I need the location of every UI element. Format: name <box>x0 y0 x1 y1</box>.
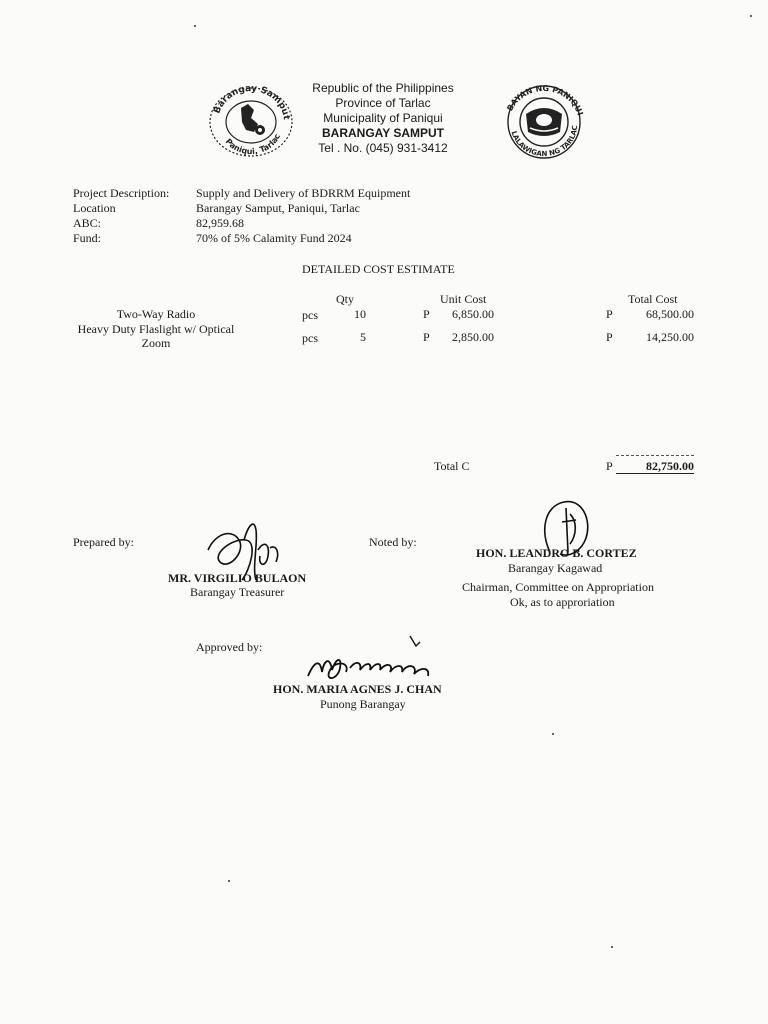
col-header-unit-cost: Unit Cost <box>440 292 487 306</box>
letterhead-line-1: Republic of the Philippines <box>312 81 454 95</box>
item-total: 14,250.00 <box>646 330 694 344</box>
svg-text:BAYAN NG PANIQUI: BAYAN NG PANIQUI <box>505 84 585 117</box>
item-name <box>73 322 239 350</box>
scan-speck <box>552 733 554 735</box>
item-unit: pcs <box>302 308 318 322</box>
item-qty: 5 <box>360 330 366 344</box>
noted-by-title: Barangay Kagawad <box>508 561 603 575</box>
item-unit-cost: 2,850.00 <box>452 330 494 344</box>
scan-speck <box>611 946 613 948</box>
abc-label: ABC: <box>73 216 102 230</box>
item-name-line-2: Zoom <box>141 336 171 350</box>
municipality-paniqui-seal <box>500 84 588 160</box>
svg-text:Paniqui, Tarlac: Paniqui, Tarlac <box>223 132 283 157</box>
location-value: Barangay Samput, Paniqui, Tarlac <box>196 201 360 215</box>
letterhead-barangay: BARANGAY SAMPUT <box>321 126 444 140</box>
estimate-title: DETAILED COST ESTIMATE <box>302 262 455 276</box>
prepared-by-label: Prepared by: <box>73 535 134 549</box>
prepared-by-title: Barangay Treasurer <box>190 585 285 599</box>
total-top-rule <box>616 455 694 456</box>
scan-speck <box>194 25 196 27</box>
fund-value: 70% of 5% Calamity Fund 2024 <box>196 231 352 245</box>
letterhead-line-2: Province of Tarlac <box>335 96 431 110</box>
item-total: 68,500.00 <box>646 307 694 321</box>
location-label: Location <box>73 201 116 215</box>
noted-by-name: HON. LEANDRO B. CORTEZ <box>476 546 637 560</box>
svg-text:LALAWIGAN NG TARLAC: LALAWIGAN NG TARLAC <box>509 125 580 159</box>
project-description-label: Project Description: <box>73 186 170 200</box>
grand-total-value: 82,750.00 <box>616 459 694 474</box>
approved-by-label: Approved by: <box>196 640 263 654</box>
peso-sign: P <box>606 307 613 321</box>
prepared-by-name: MR. VIRGILIO BULAON <box>168 571 307 585</box>
item-unit: pcs <box>302 331 318 345</box>
noted-by-remark: Ok, as to approriation <box>510 595 615 609</box>
col-header-total-cost: Total Cost <box>628 292 678 306</box>
abc-value: 82,959.68 <box>196 216 244 230</box>
noted-by-label: Noted by: <box>369 535 417 549</box>
peso-sign: P <box>606 459 613 473</box>
item-name-line-1: Heavy Duty Flaslight w/ Optical <box>77 322 235 336</box>
approved-by-title: Punong Barangay <box>320 697 406 711</box>
barangay-samput-seal <box>208 86 294 158</box>
peso-sign: P <box>423 330 430 344</box>
item-name: Two-Way Radio <box>116 307 196 321</box>
letterhead-phone: Tel . No. (045) 931-3412 <box>318 141 448 155</box>
item-qty: 10 <box>354 307 366 321</box>
svg-text:Barangay Samput: Barangay Samput <box>212 86 291 121</box>
peso-sign: P <box>606 330 613 344</box>
total-label: Total C <box>434 459 470 473</box>
item-unit-cost: 6,850.00 <box>452 307 494 321</box>
kagawad-signature <box>530 492 600 572</box>
project-description-value: Supply and Delivery of BDRRM Equipment <box>196 186 411 200</box>
peso-sign: P <box>423 307 430 321</box>
col-header-qty: Qty <box>336 292 354 306</box>
letterhead-line-3: Municipality of Paniqui <box>323 111 443 125</box>
scan-speck <box>750 15 752 17</box>
approved-by-name: HON. MARIA AGNES J. CHAN <box>273 682 442 696</box>
scan-speck <box>228 880 230 882</box>
fund-label: Fund: <box>73 231 102 245</box>
noted-by-committee: Chairman, Committee on Appropriation <box>462 580 654 594</box>
letterhead <box>298 81 468 156</box>
